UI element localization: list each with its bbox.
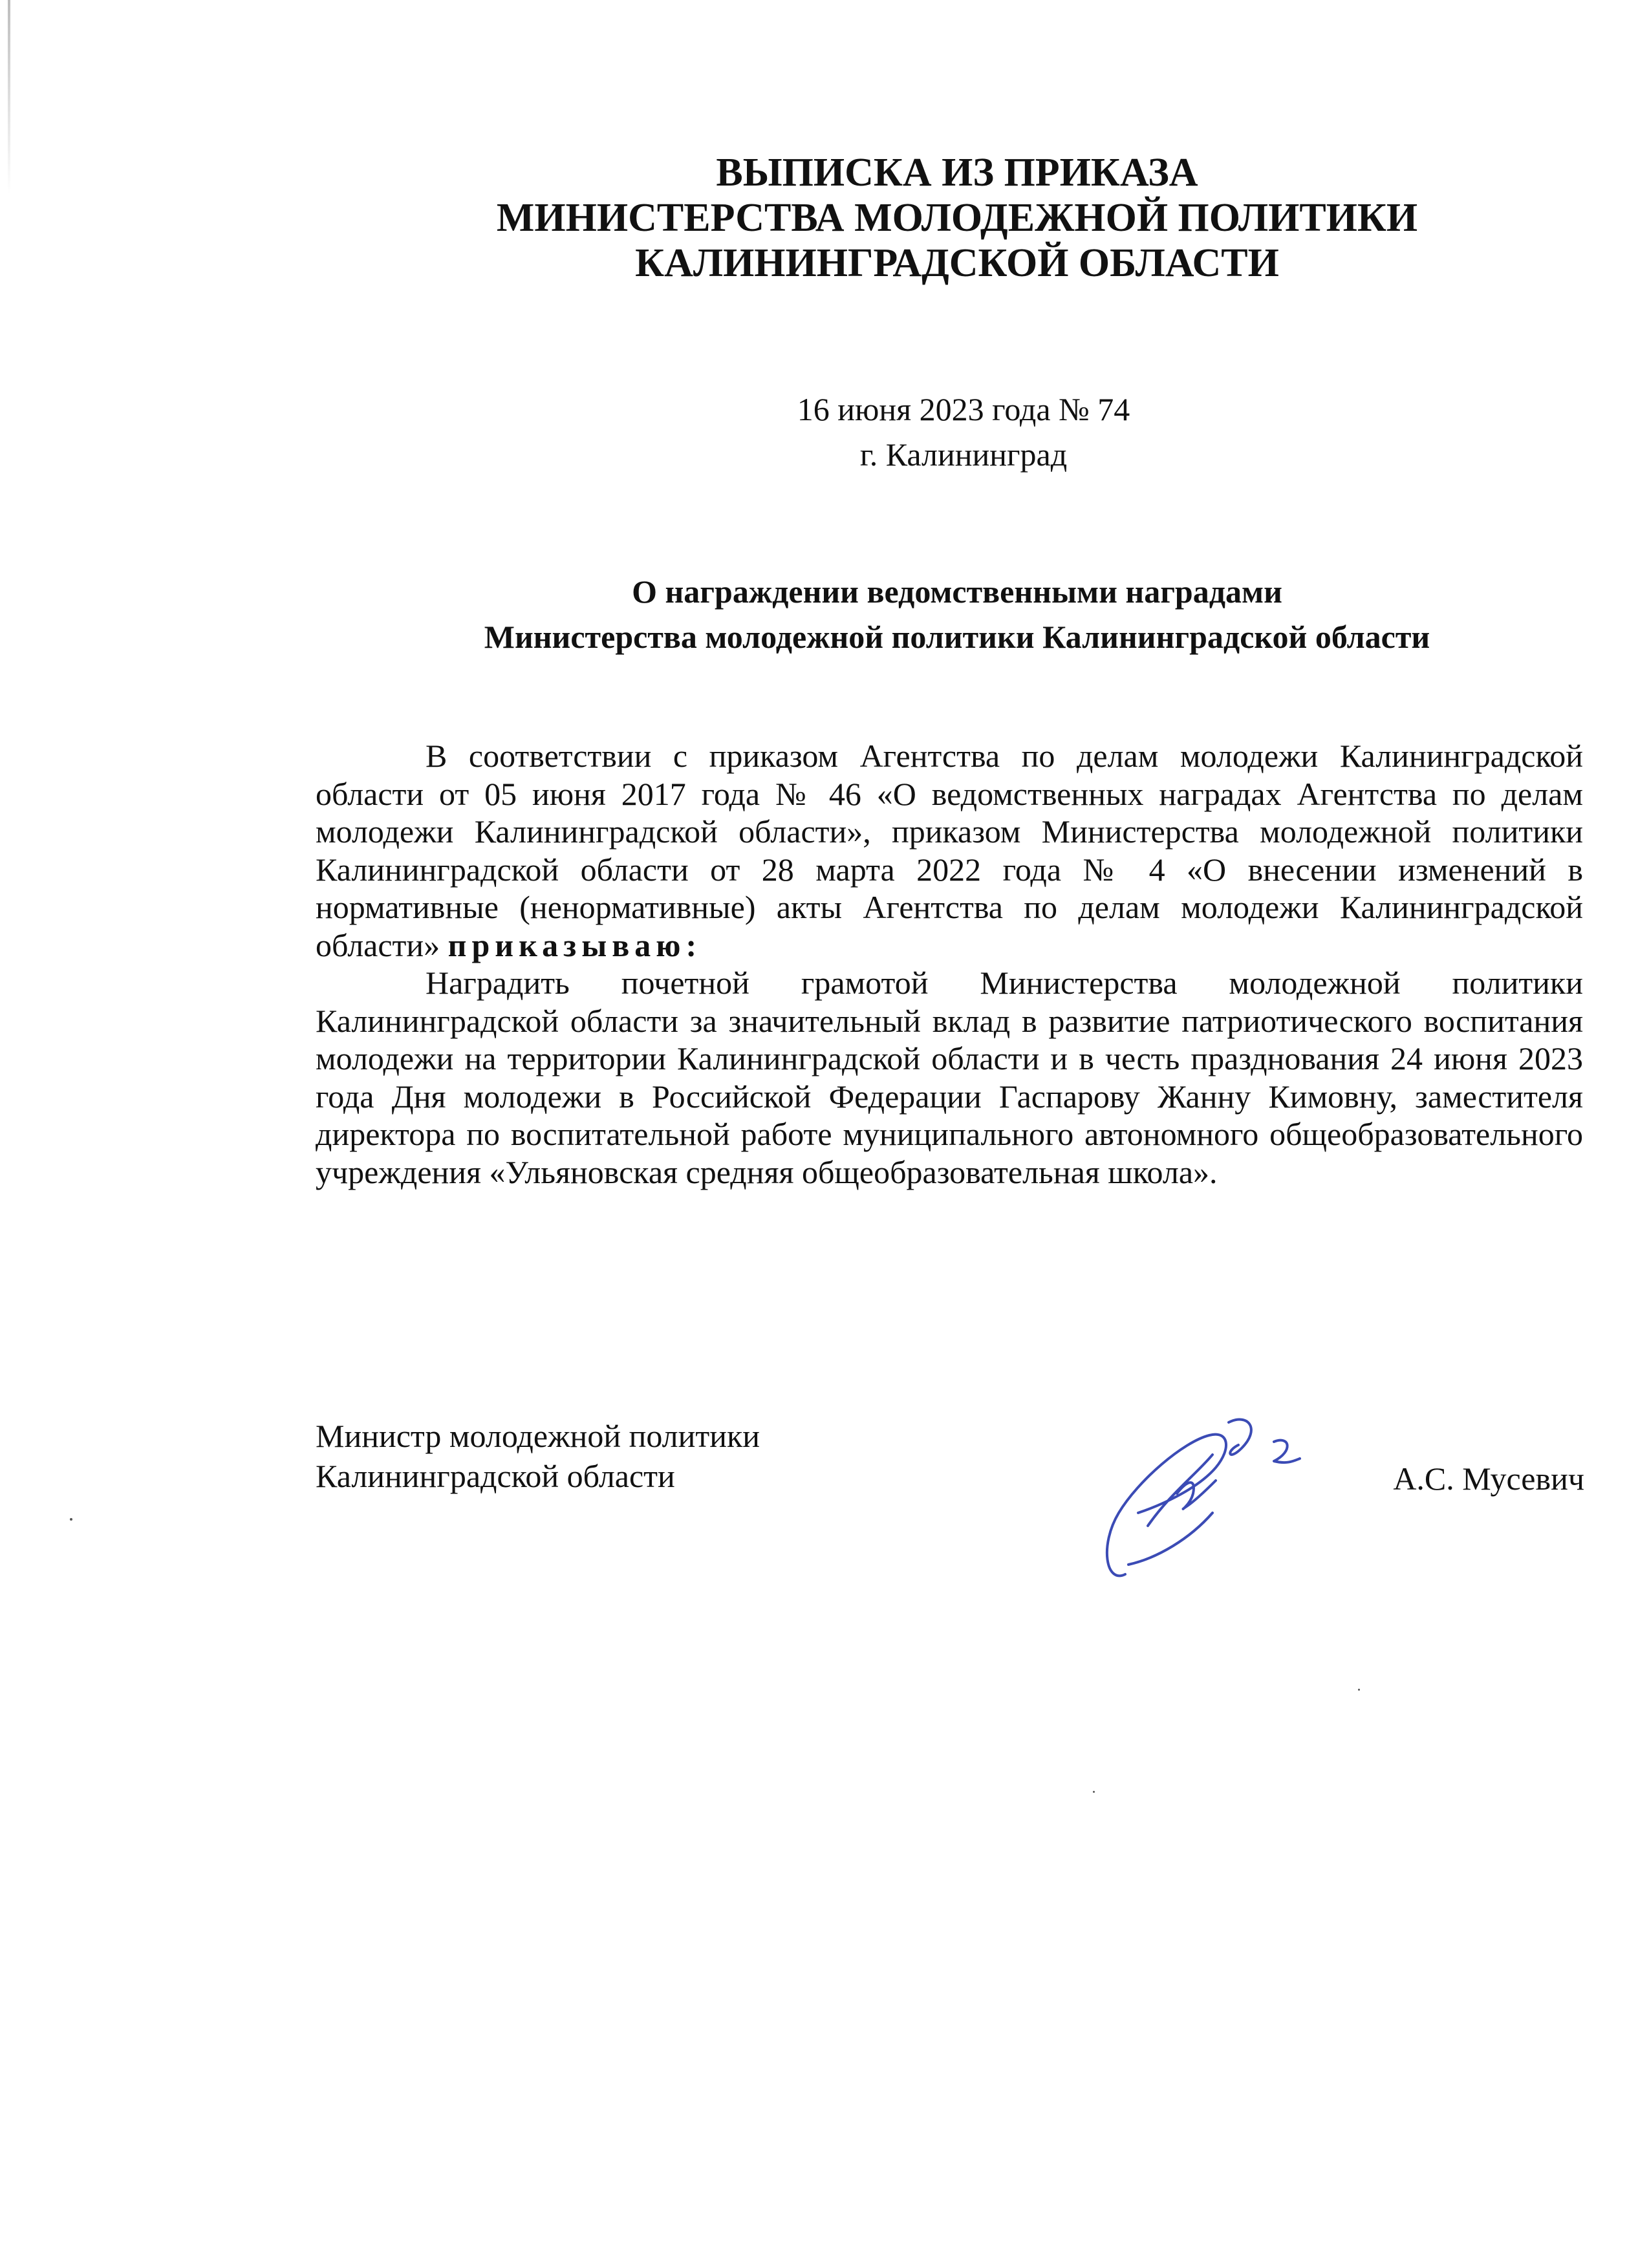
scan-speck [1093, 1791, 1095, 1793]
order-date-number: 16 июня 2023 года № 74 [797, 391, 1130, 427]
title-line-2: МИНИСТЕРСТВА МОЛОДЕЖНОЙ ПОЛИТИКИ [496, 196, 1418, 240]
order-word: приказываю: [447, 926, 702, 963]
title-line-1: ВЫПИСКА ИЗ ПРИКАЗА [716, 151, 1198, 195]
scan-page-edge [8, 0, 10, 194]
signer-position-line-2: Калининградской области [316, 1458, 675, 1494]
date-block [621, 387, 1306, 477]
signer-position-line-1: Министр молодежной политики [316, 1418, 760, 1454]
document-title [310, 150, 1604, 286]
title-line-3: КАЛИНИНГРАДСКОЙ ОБЛАСТИ [635, 241, 1279, 285]
signer-position [316, 1416, 760, 1496]
scan-speck [1358, 1689, 1360, 1691]
signer-name: А.С. Мусевич [1393, 1460, 1584, 1497]
subject-line-2: Министерства молодежной политики Калининградской области [484, 619, 1430, 655]
preamble-paragraph [316, 737, 1583, 964]
handwritten-signature [1099, 1416, 1306, 1590]
subject-line-1: О награждении ведомственными наградами [632, 573, 1282, 610]
order-body [316, 737, 1583, 1191]
order-city: г. Калининград [859, 436, 1068, 473]
preamble-text: В соответствии с приказом Агентства по делам молодежи Калининградской области от 05 июня 2017 года № 46 «О ведомственных наградах Агентства по делам молодежи Калининградской области», приказом Министерства молодежной политики Калининградской области от 28 марта 2022 года № 4 «О внесении изменений в нормативные (ненормативные) акты Агентства по делам молодежи Калининградской области» [316, 738, 1583, 963]
order-subject [323, 569, 1591, 659]
scan-speck [70, 1518, 72, 1521]
award-paragraph: Наградить почетной грамотой Министерства молодежной политики Калининградской области за значительный вклад в развитие патриотического воспитания молодежи на территории Калининградской области и в честь празднования 24 июня 2023 года Дня молодежи в Российской Федерации Гаспарову Жанну Кимовну, заместителя директора по воспитательной работе муниципального автономного общеобразовательного учреждения «Ульяновская средняя общеобразовательная школа». [316, 965, 1583, 1190]
